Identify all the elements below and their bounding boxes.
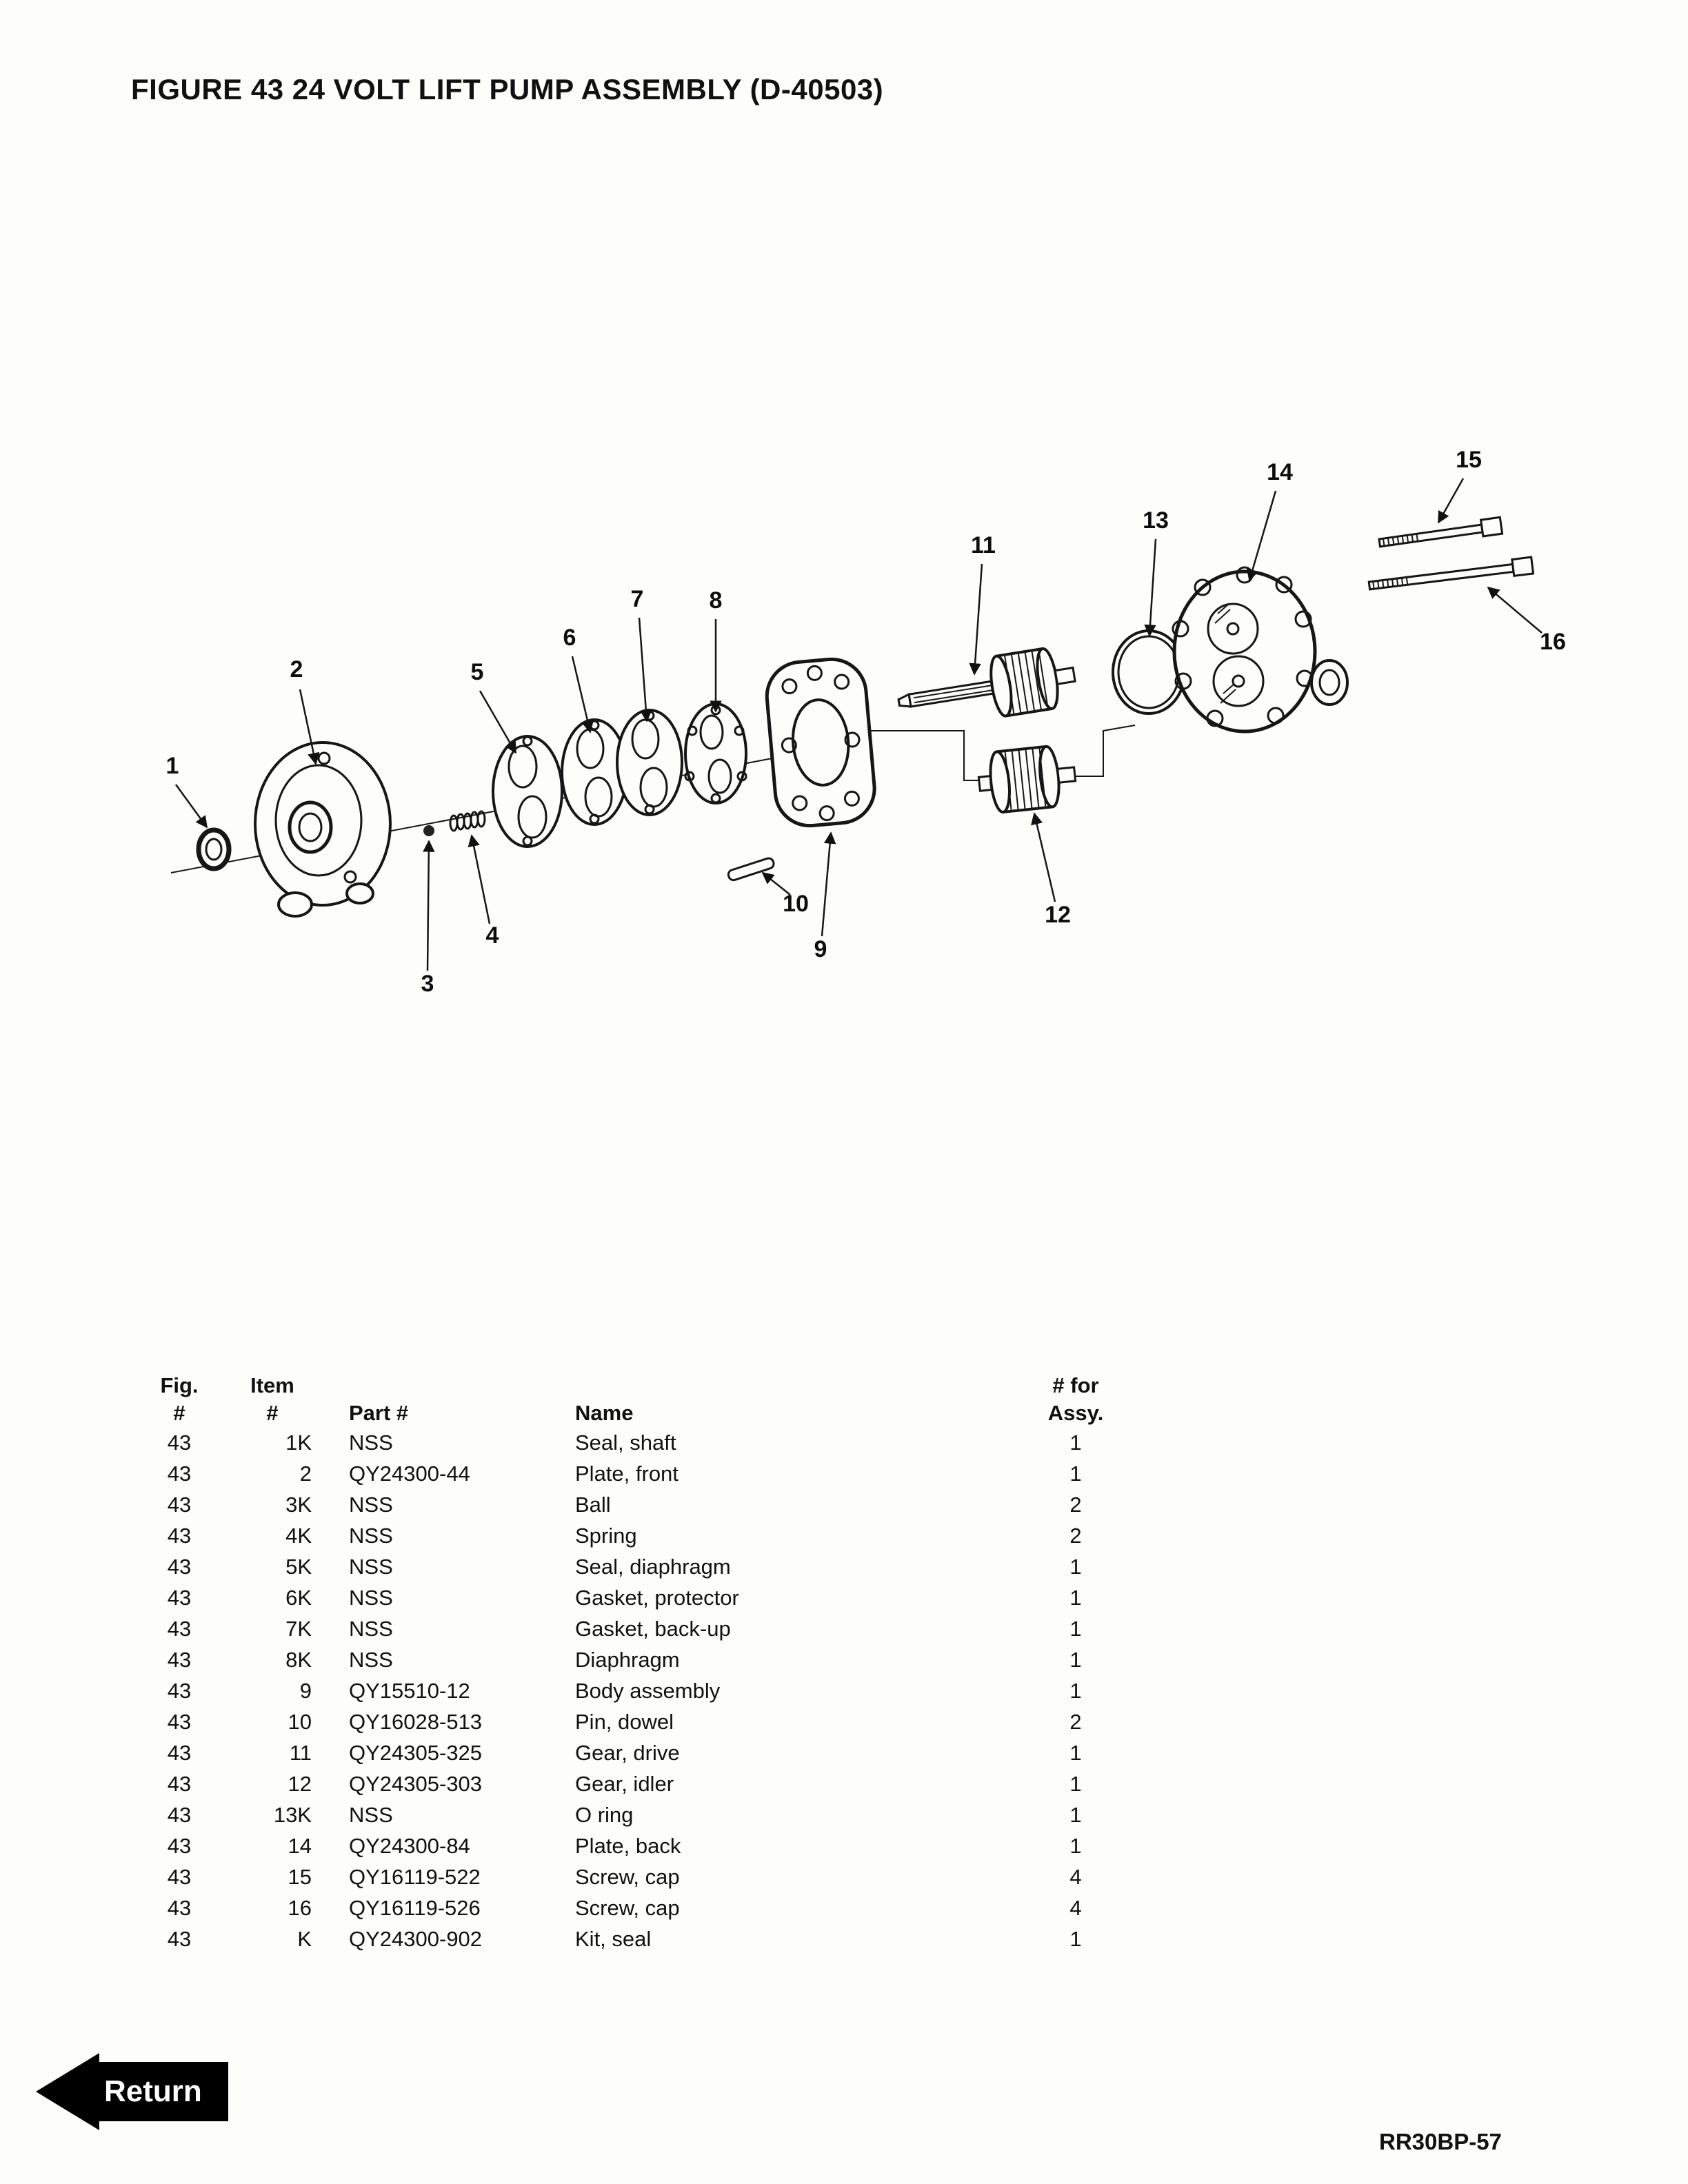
table-row	[138, 1768, 1145, 1799]
cell-fig: 43	[167, 1896, 192, 1920]
callout-2: 2	[290, 656, 303, 682]
cell-qty: 4	[1069, 1896, 1082, 1920]
cell-fig: 43	[167, 1493, 192, 1517]
cell-part: NSS	[349, 1430, 393, 1455]
cell-qty: 1	[1069, 1617, 1082, 1641]
part-plate-back	[1173, 567, 1347, 731]
cell-qty: 1	[1069, 1834, 1082, 1858]
cell-item: 1K	[285, 1430, 312, 1455]
cell-fig: 43	[167, 1865, 192, 1889]
table-row	[138, 1861, 1145, 1892]
part-spring	[450, 811, 485, 831]
table-row	[138, 1551, 1145, 1582]
table-row	[138, 1706, 1145, 1737]
cell-name: Diaphragm	[575, 1648, 680, 1672]
cell-part: NSS	[349, 1803, 393, 1827]
callout-4: 4	[485, 922, 499, 949]
table-row	[138, 1582, 1145, 1613]
cell-qty: 1	[1069, 1462, 1082, 1486]
cell-name: O ring	[575, 1803, 634, 1827]
header-part-label: Part #	[349, 1401, 409, 1425]
cell-name: Screw, cap	[575, 1865, 680, 1889]
cell-qty: 2	[1069, 1710, 1082, 1734]
header-item-line1: Item	[250, 1373, 294, 1397]
cell-qty: 1	[1069, 1555, 1082, 1579]
cell-item: 14	[288, 1834, 312, 1858]
table-row	[138, 1489, 1145, 1520]
cell-part: NSS	[349, 1555, 393, 1579]
cell-fig: 43	[167, 1462, 192, 1486]
part-screw-cap-15	[1378, 517, 1503, 551]
cell-fig: 43	[167, 1617, 192, 1641]
cell-item: 8K	[285, 1648, 312, 1672]
cell-fig: 43	[167, 1710, 192, 1734]
cell-part: NSS	[349, 1617, 393, 1641]
return-button[interactable]	[36, 2053, 228, 2130]
header-assy-line2: Assy.	[1047, 1401, 1104, 1425]
cell-item: 2	[299, 1462, 312, 1486]
callout-12: 12	[1045, 902, 1071, 928]
part-gear-idler	[976, 744, 1078, 814]
callout-16: 16	[1540, 629, 1566, 655]
cell-fig: 43	[167, 1772, 192, 1796]
cell-item: K	[297, 1927, 312, 1951]
cell-qty: 1	[1069, 1586, 1082, 1610]
header-name	[572, 1343, 1007, 1427]
header-part	[324, 1343, 572, 1427]
cell-name: Kit, seal	[575, 1927, 652, 1951]
cell-part: NSS	[349, 1524, 393, 1548]
cell-name: Screw, cap	[575, 1896, 680, 1920]
part-screw-cap-16	[1368, 557, 1533, 594]
cell-qty: 1	[1069, 1741, 1082, 1765]
cell-item: 6K	[285, 1586, 312, 1610]
part-gasket-backup	[617, 710, 682, 815]
cell-qty: 1	[1069, 1679, 1082, 1703]
cell-item: 7K	[285, 1617, 312, 1641]
callout-13: 13	[1143, 507, 1169, 534]
part-plate-front	[255, 742, 390, 916]
cell-qty: 4	[1069, 1865, 1082, 1889]
cell-name: Spring	[575, 1524, 637, 1548]
cell-part: QY15510-12	[349, 1679, 470, 1703]
return-arrow-icon	[36, 2053, 99, 2130]
cell-part: QY16028-513	[349, 1710, 483, 1734]
table-row	[138, 1644, 1145, 1675]
header-item-line2: #	[266, 1401, 279, 1425]
cell-name: Gasket, protector	[575, 1586, 739, 1610]
cell-fig: 43	[167, 1555, 192, 1579]
cell-fig: 43	[167, 1803, 192, 1827]
header-item	[221, 1343, 324, 1427]
cell-qty: 1	[1069, 1648, 1082, 1672]
page-title: FIGURE 43 24 VOLT LIFT PUMP ASSEMBLY (D-40503)	[131, 73, 884, 105]
cell-fig: 43	[167, 1586, 192, 1610]
cell-name: Seal, shaft	[575, 1430, 676, 1455]
cell-name: Gear, drive	[575, 1741, 680, 1765]
cell-fig: 43	[167, 1430, 192, 1455]
header-fig	[138, 1343, 221, 1427]
cell-item: 16	[288, 1896, 312, 1920]
table-row	[138, 1799, 1145, 1830]
part-diaphragm	[685, 704, 746, 803]
cell-item: 4K	[285, 1524, 312, 1548]
doc-code: RR30BP-57	[1379, 2129, 1502, 2154]
cell-qty: 1	[1069, 1927, 1082, 1951]
table-body	[138, 1427, 1145, 1954]
cell-part: NSS	[349, 1493, 393, 1517]
cell-name: Body assembly	[575, 1679, 721, 1703]
cell-name: Gasket, back-up	[575, 1617, 731, 1641]
part-body-assembly	[764, 656, 877, 829]
parts-table	[138, 1343, 1145, 1954]
callout-7: 7	[630, 586, 644, 612]
cell-part: NSS	[349, 1648, 393, 1672]
cell-name: Plate, back	[575, 1834, 681, 1858]
cell-fig: 43	[167, 1834, 192, 1858]
callout-8: 8	[709, 587, 723, 614]
cell-qty: 1	[1069, 1430, 1082, 1455]
callout-11: 11	[971, 532, 996, 558]
table-row	[138, 1675, 1145, 1706]
cell-part: QY24300-44	[349, 1462, 470, 1486]
cell-fig: 43	[167, 1679, 192, 1703]
cell-item: 11	[289, 1741, 312, 1765]
return-button-label: Return	[99, 2062, 228, 2121]
cell-item: 13K	[273, 1803, 312, 1827]
header-fig-line1: Fig.	[160, 1373, 199, 1397]
pump-assembly-drawing	[0, 386, 1688, 1075]
table-row	[138, 1737, 1145, 1768]
cell-item: 10	[288, 1710, 312, 1734]
header-fig-line2: #	[173, 1401, 185, 1425]
cell-item: 12	[288, 1772, 312, 1796]
callout-5: 5	[470, 659, 484, 685]
cell-item: 5K	[285, 1555, 312, 1579]
table-row	[138, 1830, 1145, 1861]
cell-qty: 1	[1069, 1772, 1082, 1796]
cell-fig: 43	[167, 1741, 192, 1765]
cell-part: QY24300-902	[349, 1927, 483, 1951]
cell-name: Pin, dowel	[575, 1710, 674, 1734]
header-name-label: Name	[575, 1401, 634, 1425]
callout-3: 3	[421, 971, 434, 997]
cell-fig: 43	[167, 1927, 192, 1951]
callout-9: 9	[814, 936, 827, 962]
cell-part: QY16119-522	[349, 1865, 481, 1889]
header-assy	[1007, 1343, 1145, 1427]
callout-15: 15	[1456, 447, 1482, 473]
cell-qty: 1	[1069, 1803, 1082, 1827]
cell-item: 3K	[285, 1493, 312, 1517]
part-gear-drive	[894, 645, 1079, 732]
cell-fig: 43	[167, 1648, 192, 1672]
cell-part: QY24305-303	[349, 1772, 483, 1796]
cell-name: Gear, idler	[575, 1772, 674, 1796]
callout-14: 14	[1267, 459, 1293, 485]
table-row	[138, 1520, 1145, 1551]
cell-part: QY24305-325	[349, 1741, 483, 1765]
callout-10: 10	[783, 891, 809, 917]
part-seal-shaft	[199, 830, 229, 869]
cell-part: NSS	[349, 1586, 393, 1610]
table-row	[138, 1923, 1145, 1954]
table-row	[138, 1892, 1145, 1923]
table-row	[138, 1427, 1145, 1458]
cell-name: Plate, front	[575, 1462, 679, 1486]
cell-part: QY24300-84	[349, 1834, 470, 1858]
table-header	[138, 1343, 1145, 1427]
cell-name: Ball	[575, 1493, 611, 1517]
header-assy-line1: # for	[1052, 1373, 1099, 1397]
cell-qty: 2	[1069, 1493, 1082, 1517]
table-row	[138, 1458, 1145, 1489]
cell-part: QY16119-526	[349, 1896, 481, 1920]
callout-6: 6	[563, 625, 576, 651]
part-ball	[423, 825, 434, 836]
cell-fig: 43	[167, 1524, 192, 1548]
cell-item: 15	[288, 1865, 312, 1889]
cell-name: Seal, diaphragm	[575, 1555, 731, 1579]
cell-item: 9	[299, 1679, 312, 1703]
exploded-diagram	[0, 386, 1688, 1075]
table-row	[138, 1613, 1145, 1644]
callout-1: 1	[165, 753, 179, 779]
cell-qty: 2	[1069, 1524, 1082, 1548]
part-seal-diaphragm	[493, 736, 562, 847]
